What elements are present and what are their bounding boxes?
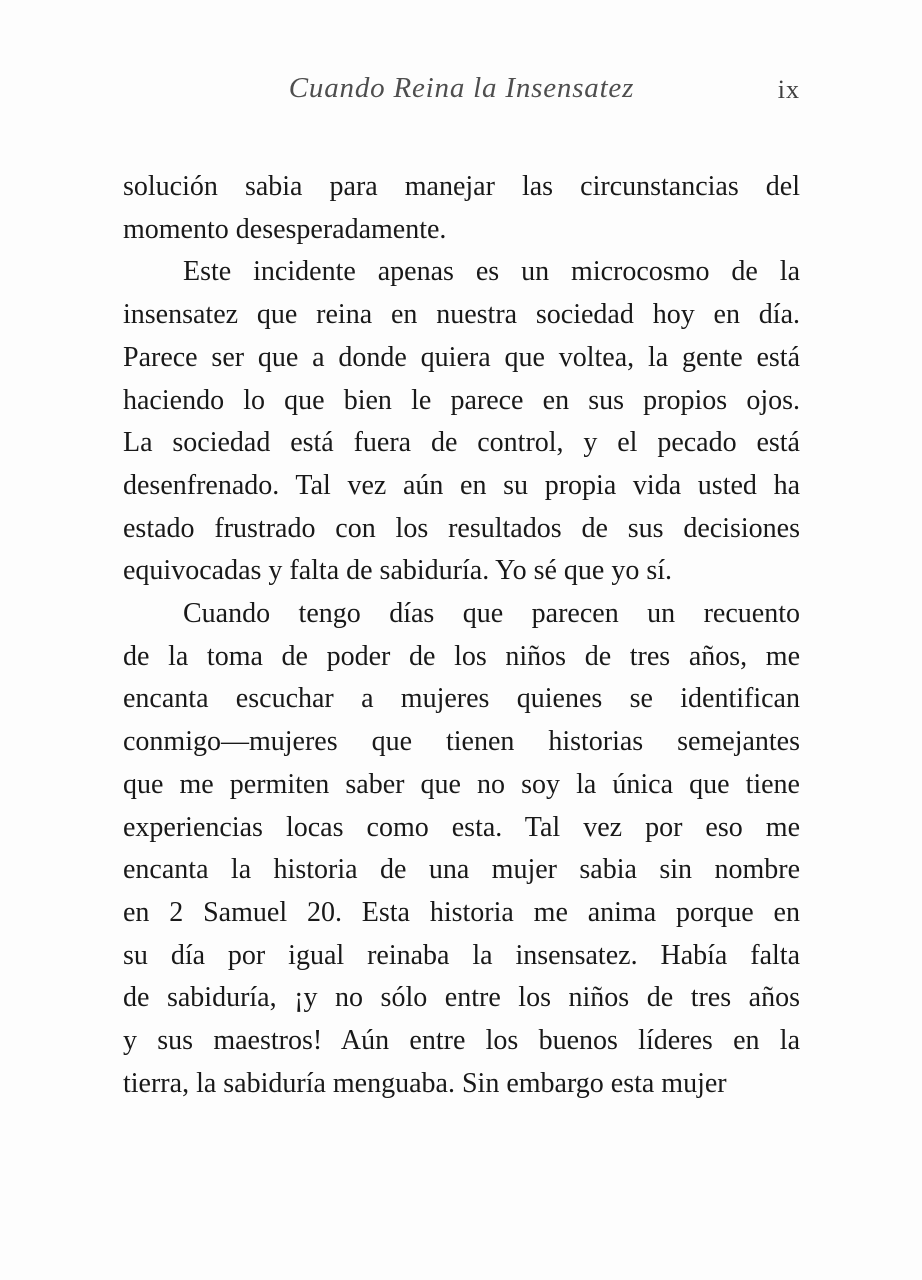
text-line: de la toma de poder de los niños de tres años, me	[123, 640, 800, 672]
text-line: Cuando tengo días que parecen un recuento	[183, 598, 800, 630]
text-line: conmigo—mujeres que tienen historias semejantes	[123, 726, 800, 758]
paragraph	[123, 166, 800, 251]
text-line: en 2 Samuel 20. Esta historia me anima porque en	[123, 896, 800, 928]
text-line: encanta la historia de una mujer sabia sin nombre	[123, 854, 800, 886]
text-line: haciendo lo que bien le parece en sus propios ojos.	[123, 384, 800, 416]
paragraph	[123, 593, 800, 1105]
text-line: La sociedad está fuera de control, y el pecado está	[123, 427, 800, 459]
text-line: solución sabia para manejar las circunstancias del	[123, 171, 800, 202]
text-line: experiencias locas como esta. Tal vez por eso me	[123, 811, 800, 843]
running-title: Cuando Reina la Insensatez	[288, 72, 635, 104]
text-line: estado frustrado con los resultados de sus decisiones	[123, 512, 800, 544]
text-line: que me permiten saber que no soy la única que tiene	[123, 768, 800, 800]
text-line: desenfrenado. Tal vez aún en su propia vida usted ha	[123, 469, 800, 501]
page-body-text	[123, 166, 800, 1105]
text-block	[123, 0, 800, 1105]
text-line: equivocadas y falta de sabiduría. Yo sé que yo sí.	[123, 555, 672, 587]
text-line: y sus maestros! Aún entre los buenos líderes en la	[123, 1025, 800, 1057]
text-line: momento desesperadamente.	[123, 213, 447, 245]
text-line: de sabiduría, ¡y no sólo entre los niños de tres años	[123, 982, 800, 1014]
text-line: su día por igual reinaba la insensatez. Había falta	[123, 939, 800, 971]
running-header	[123, 70, 800, 110]
text-line: encanta escuchar a mujeres quienes se identifican	[123, 683, 800, 715]
text-line: insensatez que reina en nuestra sociedad hoy en día.	[123, 299, 800, 331]
text-line: tierra, la sabiduría menguaba. Sin embargo esta mujer	[123, 1067, 727, 1099]
text-line: Este incidente apenas es un microcosmo de la	[183, 256, 800, 288]
text-line: Parece ser que a donde quiera que voltea, la gente está	[123, 341, 800, 373]
paragraph	[123, 251, 800, 593]
page-number: ix	[777, 75, 800, 104]
